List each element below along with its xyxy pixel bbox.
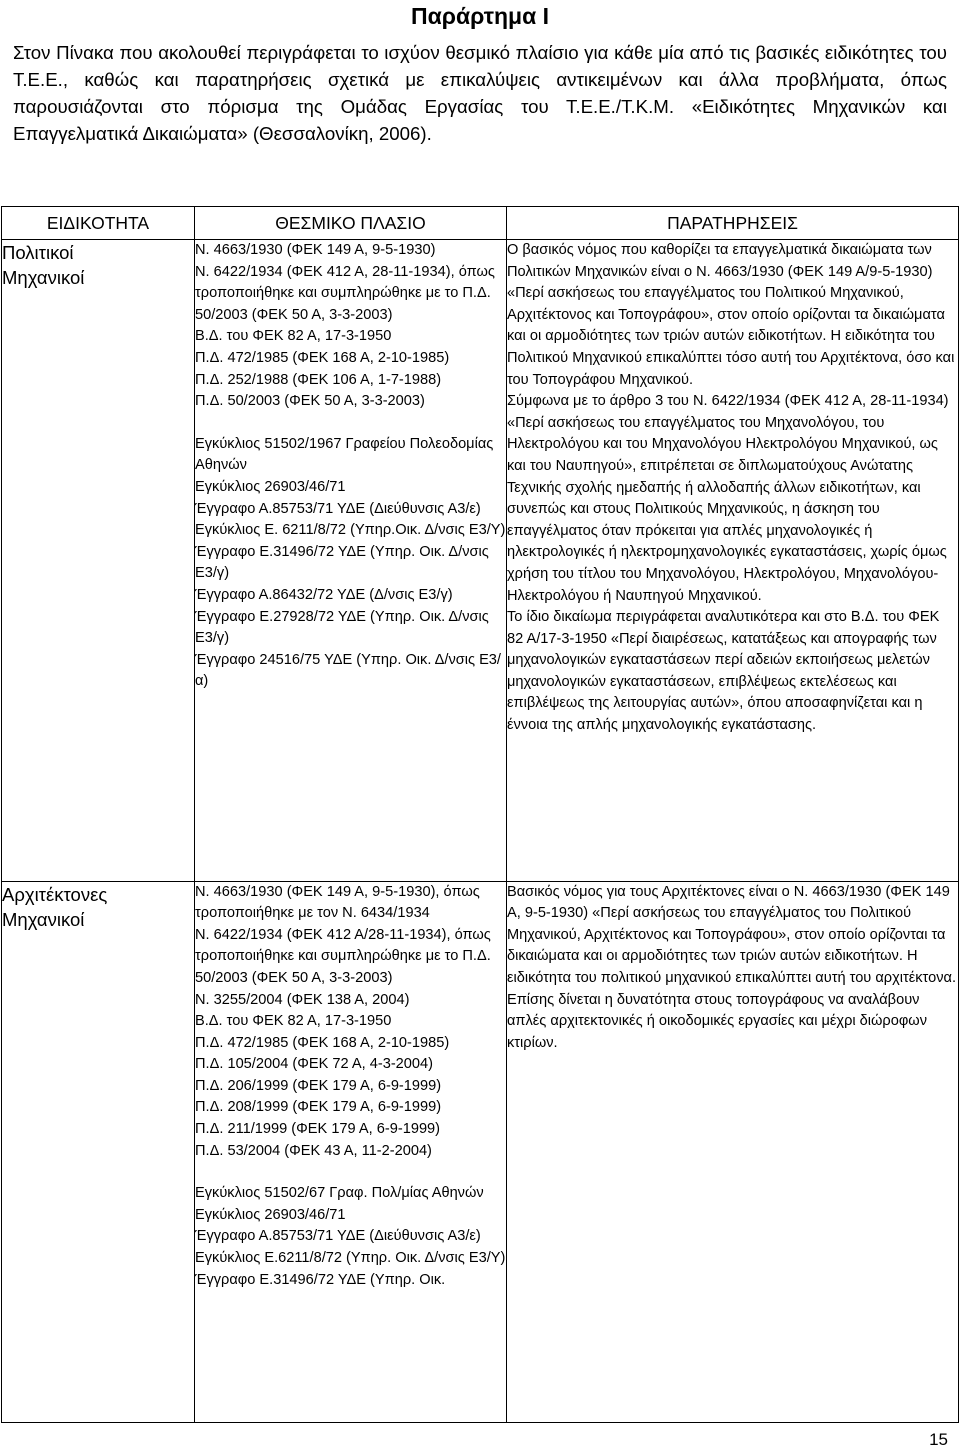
framework-item: Εγκύκλιος Ε.6211/8/72 (Υπηρ. Οικ. Δ/νσις Ε3/Υ) (195, 1250, 506, 1267)
framework-item: Β.Δ. του ΦΕΚ 82 Α, 17-3-1950 (195, 328, 392, 345)
framework-item: Εγκύκλιος Ε. 6211/8/72 (Υπηρ.Οικ. Δ/νσις Ε3/Υ) (195, 522, 506, 539)
framework-item: Π.Δ. 53/2004 (ΦΕΚ 43 Α, 11-2-2004) (195, 1142, 432, 1159)
framework-item: Ν. 4663/1930 (ΦΕΚ 149 Α, 9-5-1930) (195, 242, 436, 258)
specialty-line: Μηχανικοί (2, 267, 85, 288)
framework-item: Π.Δ. 105/2004 (ΦΕΚ 72 Α, 4-3-2004) (195, 1056, 434, 1073)
framework-item: Εγκύκλιος 26903/46/71 (195, 478, 346, 495)
framework-cell (195, 240, 507, 882)
framework-item: Ν. 4663/1930 (ΦΕΚ 149 Α, 9-5-1930), όπως τροποποιήθηκε με τον Ν. 6434/1934 (195, 883, 480, 922)
framework-item: Έγγραφο Ε.31496/72 ΥΔΕ (Υπηρ. Οικ. Δ/νσις Ε3/γ) (195, 543, 489, 582)
specialty-line: Πολιτικοί (2, 242, 74, 263)
framework-item: Έγγραφο 24516/75 ΥΔΕ (Υπηρ. Οικ. Δ/νσις Ε3/α) (195, 651, 501, 690)
table-row-civil-engineers (2, 240, 959, 882)
framework-item: Έγγραφο Α.85753/71 ΥΔΕ (Διεύθυνσις Α3/ε) (195, 1228, 481, 1245)
remarks-paragraph: Βασικός νόμος για τους Αρχιτέκτονες είναι ο Ν. 4663/1930 (ΦΕΚ 149 Α, 9-5-1930) «Περί ασκήσεως του επαγγέλματος του Πολιτικού Μηχανικού, Αρχιτέκτονος και Τοπογράφου», στον οποίο ορίζονται τα δικαιώματα και οι αρμοδιότητες των τριών αυτών ειδικοτήτων. Η ειδικότητα του πολιτικού μηχανικού επικαλύπτει αυτή του αρχιτέκτονα. Επίσης δίνεται η δυνατότητα στους τοπογράφους να αναλάβουν απλές αρχιτεκτονικές ή οικοδομικές εργασίες και μέχρι διώροφων κτιρίων. (507, 883, 957, 1051)
header-framework: ΘΕΣΜΙΚΟ ΠΛΑΣΙΟ (195, 207, 507, 240)
specialty-cell (2, 240, 195, 882)
header-remarks: ΠΑΡΑΤΗΡΗΣΕΙΣ (507, 207, 959, 240)
remarks-cell (507, 881, 959, 1422)
framework-item: Β.Δ. του ΦΕΚ 82 Α, 17-3-1950 (195, 1013, 392, 1030)
framework-item: Π.Δ. 211/1999 (ΦΕΚ 179 Α, 6-9-1999) (195, 1121, 441, 1138)
page-title: Παράρτημα Ι (410, 3, 549, 29)
framework-item: Έγγραφο Ε.31496/72 ΥΔΕ (Υπηρ. Οικ. (195, 1271, 446, 1288)
remarks-paragraph: Το ίδιο δικαίωμα περιγράφεται αναλυτικότερα και στο Β.Δ. του ΦΕΚ 82 Α/17-3-1950 «Περί διαιρέσεως, κατατάξεως και απογραφής των μηχανολογικών εγκαταστάσεων περί αδειών εκποιήσεως μελετών μηχανολογικών εγκαταστάσεων, επιβλέψεως εκτελέσεως και επιβλέψεως της λειτουργίας αυτών», όπου αποσαφηνίζεται και η έννοια της απλής μηχανολογικής εγκατάστασης. (507, 609, 940, 734)
framework-cell (195, 881, 507, 1422)
framework-spacer (195, 413, 506, 434)
framework-item: Ν. 6422/1934 (ΦΕΚ 412 Α/28-11-1934), όπως τροποποιήθηκε και συμπληρώθηκε με το Π.Δ. 50/2003 (ΦΕΚ 50 Α, 3-3-2003) (195, 926, 491, 986)
specialties-table (1, 206, 959, 1423)
specialty-line: Μηχανικοί (2, 908, 85, 930)
framework-item: Ν. 3255/2004 (ΦΕΚ 138 Α, 2004) (195, 991, 410, 1008)
framework-item: Εγκύκλιος 26903/46/71 (195, 1206, 346, 1223)
page-number: 15 (929, 1430, 948, 1449)
specialty-line: Αρχιτέκτονες (2, 883, 108, 905)
framework-item: Π.Δ. 50/2003 (ΦΕΚ 50 Α, 3-3-2003) (195, 393, 425, 410)
specialty-cell (2, 881, 195, 1422)
framework-item: Έγγραφο Α.86432/72 ΥΔΕ (Δ/νσις Ε3/γ) (195, 586, 453, 603)
table-row-architects (2, 881, 959, 1422)
remarks-cell (507, 240, 959, 882)
remarks-paragraph: Ο βασικός νόμος που καθορίζει τα επαγγελματικά δικαιώματα των Πολιτικών Μηχανικών είναι ο Ν. 4663/1930 (ΦΕΚ 149 Α/9-5-1930) «Περί ασκήσεως του επαγγέλματος του Πολιτικού Μηχανικού, Αρχιτέκτονος και Τοπογράφου», στον οποίο ορίζονται τα δικαιώματα και οι αρμοδιότητες των τριών αυτών ειδικοτήτων. Η ειδικότητα του Πολιτικού Μηχανικού επικαλύπτει τόσο αυτή του Αρχιτέκτονα, όσο και του Τοπογράφου Μηχανικού. (507, 242, 955, 388)
framework-item: Ν. 6422/1934 (ΦΕΚ 412 Α, 28-11-1934), όπως τροποποιήθηκε και συμπληρώθηκε με το Π.Δ. 50/2003 (ΦΕΚ 50 Α, 3-3-2003) (195, 263, 495, 323)
framework-spacer (195, 1162, 506, 1183)
framework-item: Π.Δ. 472/1985 (ΦΕΚ 168 Α, 2-10-1985) (195, 1034, 450, 1051)
table-header-row (2, 207, 959, 240)
framework-item: Π.Δ. 206/1999 (ΦΕΚ 179 Α, 6-9-1999) (195, 1077, 442, 1094)
framework-item: Π.Δ. 252/1988 (ΦΕΚ 106 Α, 1-7-1988) (195, 371, 442, 388)
framework-item: Εγκύκλιος 51502/1967 Γραφείου Πολεοδομίας Αθηνών (195, 435, 494, 474)
framework-item: Π.Δ. 208/1999 (ΦΕΚ 179 Α, 6-9-1999) (195, 1099, 442, 1116)
header-specialty: ΕΙΔΙΚΟΤΗΤΑ (2, 207, 195, 240)
intro-paragraph: Στον Πίνακα που ακολουθεί περιγράφεται το ισχύον θεσμικό πλαίσιο για κάθε μία από τις βασικές ειδικότητες του Τ.Ε.Ε., καθώς και παρατηρήσεις σχετικά με επικαλύψεις αντικειμένων και άλλα προβλήματα, όπως παρουσιάζονται στο πόρισμα της Ομάδας Εργασίας του Τ.Ε.Ε./Τ.Κ.Μ. «Ειδικότητες Μηχανικών και Επαγγελματικά Δικαιώματα» (Θεσσαλονίκη, 2006). (13, 42, 947, 144)
framework-item: Π.Δ. 472/1985 (ΦΕΚ 168 Α, 2-10-1985) (195, 349, 450, 366)
framework-item: Έγγραφο Α.85753/71 ΥΔΕ (Διεύθυνσις Α3/ε) (195, 500, 481, 517)
framework-item: Έγγραφο Ε.27928/72 ΥΔΕ (Υπηρ. Οικ. Δ/νσις Ε3/γ) (195, 608, 489, 647)
remarks-paragraph: Σύμφωνα με το άρθρο 3 του Ν. 6422/1934 (ΦΕΚ 412 Α, 28-11-1934) «Περί ασκήσεως του επαγγέλματος του Μηχανολόγου, του Ηλεκτρολόγου και του Μηχανολόγου Ηλεκτρολόγου Μηχανικού, ως και του Ναυπηγού», επιτρέπεται σε διπλωματούχους Ανώτατης Τεχνικής σχολής ημεδαπής ή αλλοδαπής άλλων ειδικοτήτων, και συνεπώς και στους Πολιτικούς Μηχανικούς, η άσκηση του επαγγέλματος όταν πρόκειται για απλές μηχανολογικές ή ηλεκτρολογικές ή ηλεκτρομηχανολογικές εγκαταστάσεις, χωρίς όμως χρήση του τίτλου του Μηχανολόγου, Ηλεκτρολόγου, Μηχανολόγου-Ηλεκτρολόγου ή Ναυπηγού Μηχανικού. (507, 393, 949, 604)
framework-item: Εγκύκλιος 51502/67 Γραφ. Πολ/μίας Αθηνών (195, 1185, 484, 1202)
